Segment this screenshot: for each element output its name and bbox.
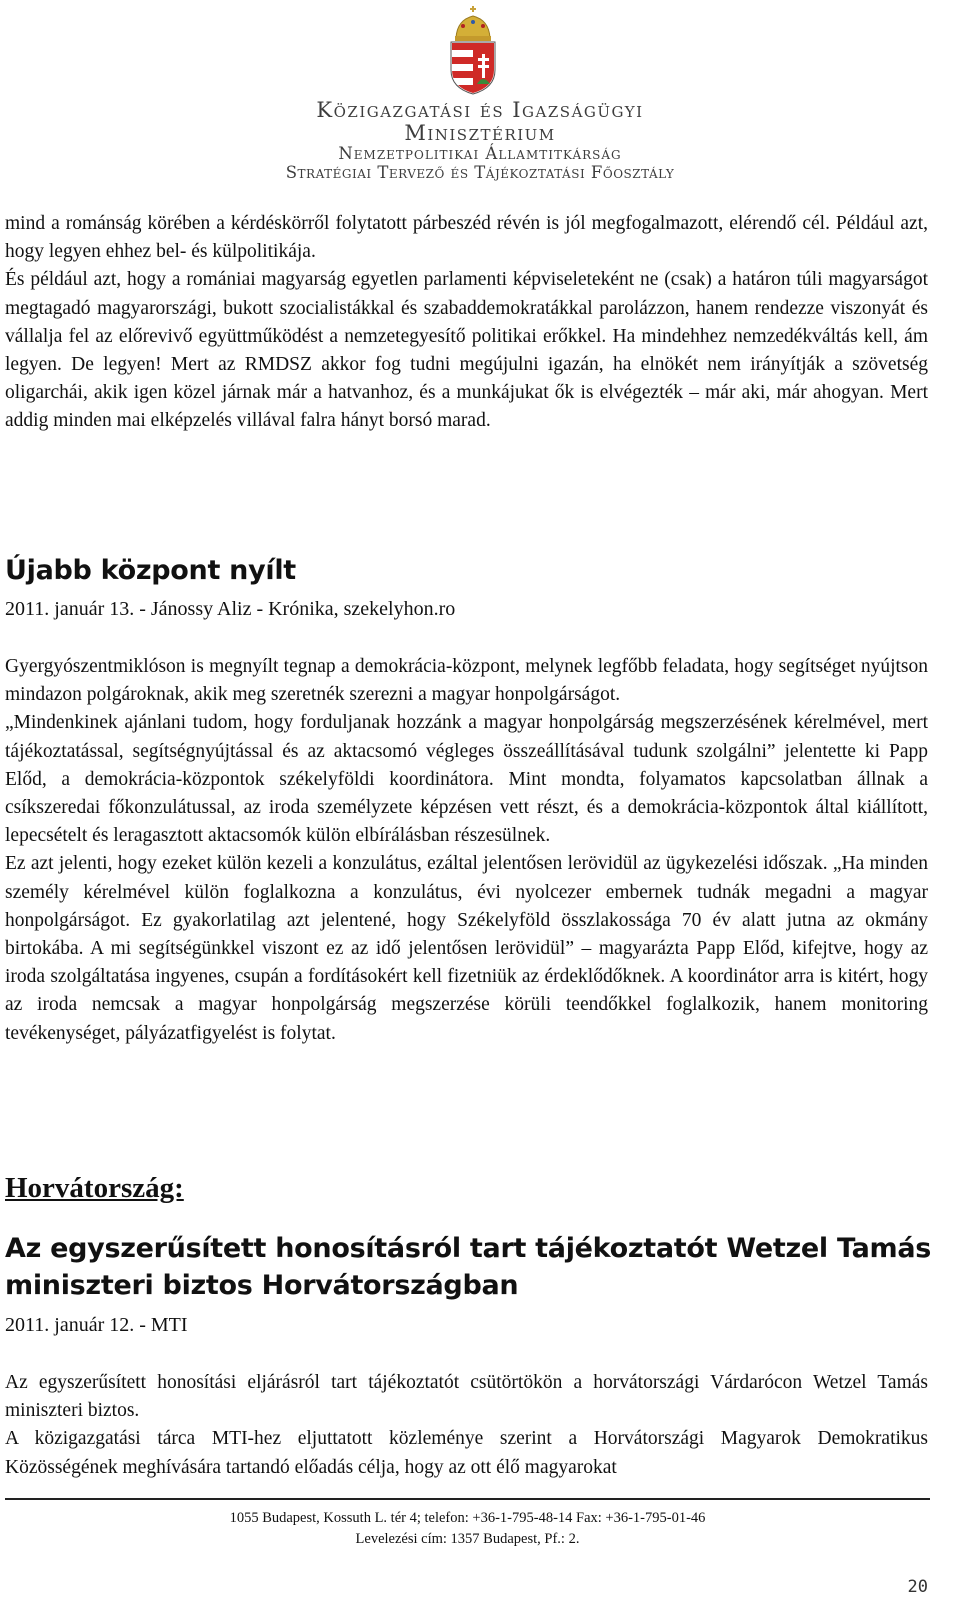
paragraph: Az egyszerűsített honosítási eljárásról tart tájékoztatót csütörtökön a horvátországi Várdarócon Wetzel Tamás miniszteri biztos. [5, 1372, 928, 1422]
article-title: Újabb központ nyílt [5, 555, 296, 586]
paragraph: „Mindenkinek ajánlani tudom, hogy forduljanak hozzánk a magyar honpolgárság megszerzésének kérelmével, mert tájékoztatással, segítségnyújtással és az aktacsomó végleges összeállításával tudunk szolgálni” jelentette ki Papp Előd, a demokrácia-központok székelyföldi koordinátora. Mint mondta, folyamatos kapcsolatban állnak a csíkszeredai főkonzulátussal, az iroda személyzete képzésen vett részt, és a demokrácia-központok által kiállított, lepecsételt és leragasztott aktacsomók külön elbírálásban részesülnek. [5, 712, 928, 847]
footer-divider [5, 1498, 930, 1500]
page-number: 20 [907, 1577, 928, 1597]
article-byline: 2011. január 12. - MTI [5, 1314, 188, 1336]
ministry-name-line1: Közigazgatási és Igazságügyi [316, 98, 644, 122]
ministry-name-line2: Minisztérium [404, 121, 556, 145]
footer-mailing-address: Levelezési cím: 1357 Budapest, Pf.: 2. [355, 1531, 580, 1547]
paragraph: mind a románság körében a kérdéskörről folytatott párbeszéd révén is jól megfogalmazott, elérendő cél. Például azt, hogy legyen ehhez bel- és külpolitikája. [5, 213, 928, 263]
paragraph: És például azt, hogy a romániai magyarság egyetlen parlamenti képviseleteként ne (csak) a határon túli magyarságot megtagadó magyarországi, bukott szocialistákkal és szabaddemokratákkal parolázzon, hanem rendezze viszonyát és vállalja fel az előrevivő együttműködést a nemzetegyesítő politikai erőkkel. Ha mindehhez nemzedékváltás kell, ám legyen. De legyen! Mert az RMDSZ akkor fog tudni megújulni igazán, ha elnökét nem irányítják a szövetség oligarchái, akik igen közel járnak már a hatvanhoz, és a munkájukat ők is elvégezték – már aki, már ahogyan. Mert addig minden mai elképzelés villával falra hányt borsó marad. [5, 269, 928, 432]
hungarian-coat-of-arms-icon [447, 4, 499, 96]
paragraph: A közigazgatási tárca MTI-hez eljuttatott közleménye szerint a Horvátországi Magyarok Demokratikus Közösségének meghívására tartandó előadás célja, hogy az ott élő magyarokat [5, 1428, 928, 1478]
country-heading: Horvátország: [5, 1172, 184, 1204]
paragraph: Ez azt jelenti, hogy ezeket külön kezeli a konzulátus, ezáltal jelentősen lerövidül az ügykezelési időszak. „Ha minden személy kérelmével külön foglalkozna a konzulátus, évi nyolcezer embernek tudnák megadni a magyar honpolgárságot. Ez gyakorlatilag azt jelentené, hogy Székelyföld összlakossága 70 év alatt jutna az okmány birtokába. A mi segítségünkkel viszont ez az idő jelentősen lerövidül” – magyarázta Papp Előd, kifejtve, hogy az iroda szolgáltatása ingyenes, csupán a fordításokért kell fizetniük az érdeklődőknek. A koordinátor arra is kitért, hogy az iroda nemcsak a magyar honpolgárság megszerzése körüli teendőkkel foglalkozik, hanem monitoring tevékenységet, pályázatfigyelést is folytat. [5, 853, 928, 1044]
footer-address: 1055 Budapest, Kossuth L. tér 4; telefon: +36-1-795-48-14 Fax: +36-1-795-01-46 [229, 1510, 706, 1526]
state-secretariat: Nemzetpolitikai Államtitkárság [338, 144, 622, 163]
article-title: Az egyszerűsített honosításról tart tájékoztatót Wetzel Tamás miniszteri biztos Horvátországban [5, 1233, 932, 1301]
article-body [5, 653, 928, 1048]
letterhead [0, 0, 960, 195]
section-continuation [5, 210, 928, 436]
paragraph: Gyergyószentmiklóson is megnyílt tegnap a demokrácia-központ, melynek legfőbb feladata, hogy segítséget nyújtson mindazon polgároknak, akik meg szeretnék szerezni a magyar honpolgárságot. [5, 656, 928, 706]
department-name: Stratégiai Tervező és Tájékoztatási Főosztály [285, 163, 675, 182]
article-byline: 2011. január 13. - Jánossy Aliz - Krónika, szekelyhon.ro [5, 598, 456, 620]
article-body [5, 1369, 928, 1482]
